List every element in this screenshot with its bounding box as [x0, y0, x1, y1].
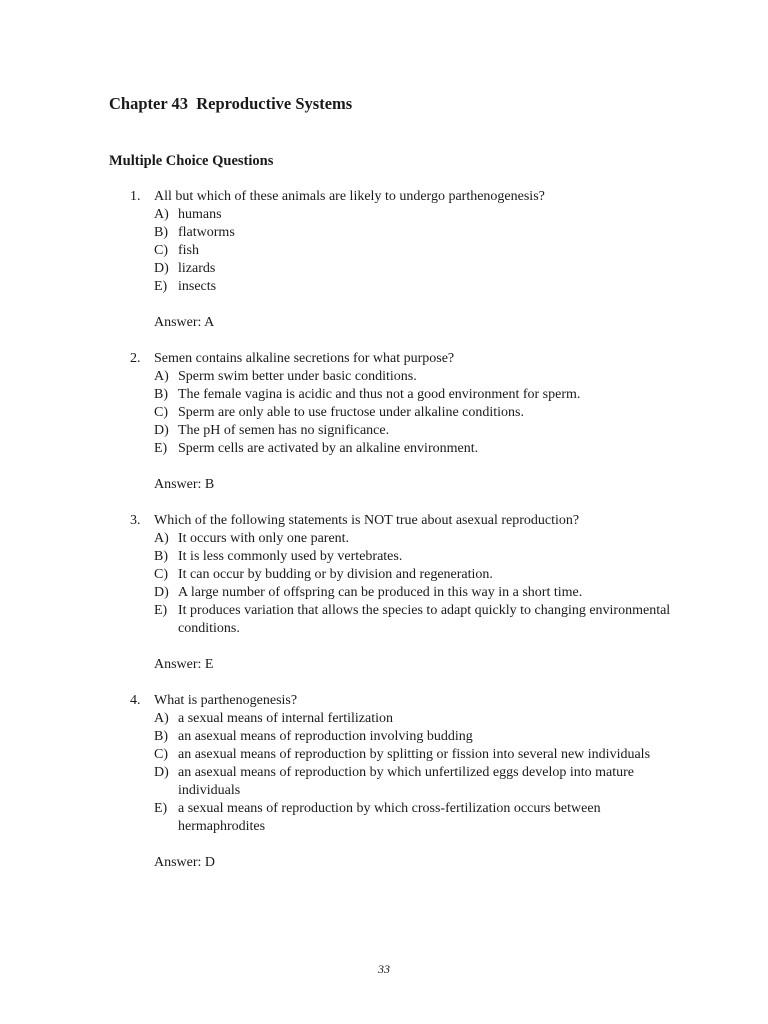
question-stem — [0, 692, 768, 710]
option-text: It occurs with only one parent. — [178, 531, 350, 546]
option-text: Sperm swim better under basic conditions. — [178, 369, 417, 384]
option-text: fish — [178, 243, 199, 258]
option-letter: A) — [154, 711, 169, 726]
option-letter: A) — [154, 369, 169, 384]
option-text: The pH of semen has no significance. — [178, 423, 390, 438]
option-letter: B) — [154, 729, 168, 744]
option-a — [0, 710, 768, 728]
option-text: lizards — [178, 261, 216, 276]
answer-text: Answer: D — [154, 855, 216, 870]
question-stem — [0, 512, 768, 530]
option-letter: C) — [154, 567, 168, 582]
option-letter: C) — [154, 747, 168, 762]
option-text: It produces variation that allows the species to adapt quickly to changing environmental conditions. — [178, 603, 671, 636]
option-letter: E) — [154, 441, 168, 456]
option-text: flatworms — [178, 225, 235, 240]
option-letter: C) — [154, 243, 168, 258]
option-a — [0, 530, 768, 548]
option-letter: E) — [154, 801, 168, 816]
question-stem — [0, 350, 768, 368]
option-letter: A) — [154, 531, 169, 546]
option-text: It is less commonly used by vertebrates. — [178, 549, 403, 564]
option-letter: D) — [154, 585, 169, 600]
question-3 — [0, 512, 768, 692]
question-number: 1. — [130, 189, 141, 204]
option-d — [0, 584, 768, 602]
option-b — [0, 728, 768, 746]
option-letter: D) — [154, 765, 169, 780]
option-e — [0, 800, 768, 836]
question-text: All but which of these animals are likely to undergo parthenogenesis? — [154, 189, 545, 204]
section-title: Multiple Choice Questions — [109, 153, 274, 169]
question-text: What is parthenogenesis? — [154, 693, 298, 708]
option-letter: E) — [154, 279, 168, 294]
question-2 — [0, 350, 768, 512]
option-d — [0, 764, 768, 800]
question-1 — [0, 188, 768, 350]
answer-line — [0, 314, 768, 332]
question-4 — [0, 692, 768, 872]
option-letter: A) — [154, 207, 169, 222]
option-text: an asexual means of reproduction by which unfertilized eggs develop into mature individuals — [178, 765, 635, 798]
answer-text: Answer: B — [154, 477, 215, 492]
option-text: Sperm cells are activated by an alkaline environment. — [178, 441, 479, 456]
option-text: It can occur by budding or by division and regeneration. — [178, 567, 493, 582]
option-text: insects — [178, 279, 217, 294]
question-number: 3. — [130, 513, 141, 528]
option-c — [0, 242, 768, 260]
question-text: Semen contains alkaline secretions for what purpose? — [154, 351, 455, 366]
option-e — [0, 440, 768, 458]
option-letter: D) — [154, 423, 169, 438]
answer-line — [0, 476, 768, 494]
option-letter: D) — [154, 261, 169, 276]
option-letter: E) — [154, 603, 168, 618]
page-number: 33 — [378, 962, 390, 976]
question-number: 2. — [130, 351, 141, 366]
option-b — [0, 386, 768, 404]
question-number: 4. — [130, 693, 141, 708]
option-b — [0, 224, 768, 242]
option-a — [0, 368, 768, 386]
option-c — [0, 566, 768, 584]
answer-line — [0, 656, 768, 674]
option-text: Sperm are only able to use fructose under alkaline conditions. — [178, 405, 525, 420]
option-text: an asexual means of reproduction involving budding — [178, 729, 473, 744]
option-c — [0, 404, 768, 422]
option-text: a sexual means of internal fertilization — [178, 711, 393, 726]
answer-text: Answer: E — [154, 657, 214, 672]
option-e — [0, 278, 768, 296]
option-text: The female vagina is acidic and thus not a good environment for sperm. — [178, 387, 581, 402]
option-text: a sexual means of reproduction by which cross-fertilization occurs between hermaphrodites — [178, 801, 601, 834]
option-e — [0, 602, 768, 638]
option-a — [0, 206, 768, 224]
question-list — [0, 188, 768, 872]
answer-line — [0, 854, 768, 872]
answer-text: Answer: A — [154, 315, 215, 330]
question-text: Which of the following statements is NOT true about asexual reproduction? — [154, 513, 580, 528]
chapter-title: Chapter 43 Reproductive Systems — [109, 94, 353, 113]
option-b — [0, 548, 768, 566]
option-c — [0, 746, 768, 764]
option-letter: C) — [154, 405, 168, 420]
option-d — [0, 260, 768, 278]
option-text: A large number of offspring can be produced in this way in a short time. — [178, 585, 583, 600]
option-text: humans — [178, 207, 222, 222]
option-d — [0, 422, 768, 440]
option-letter: B) — [154, 387, 168, 402]
option-letter: B) — [154, 225, 168, 240]
option-letter: B) — [154, 549, 168, 564]
question-stem — [0, 188, 768, 206]
option-text: an asexual means of reproduction by splitting or fission into several new individuals — [178, 747, 651, 762]
